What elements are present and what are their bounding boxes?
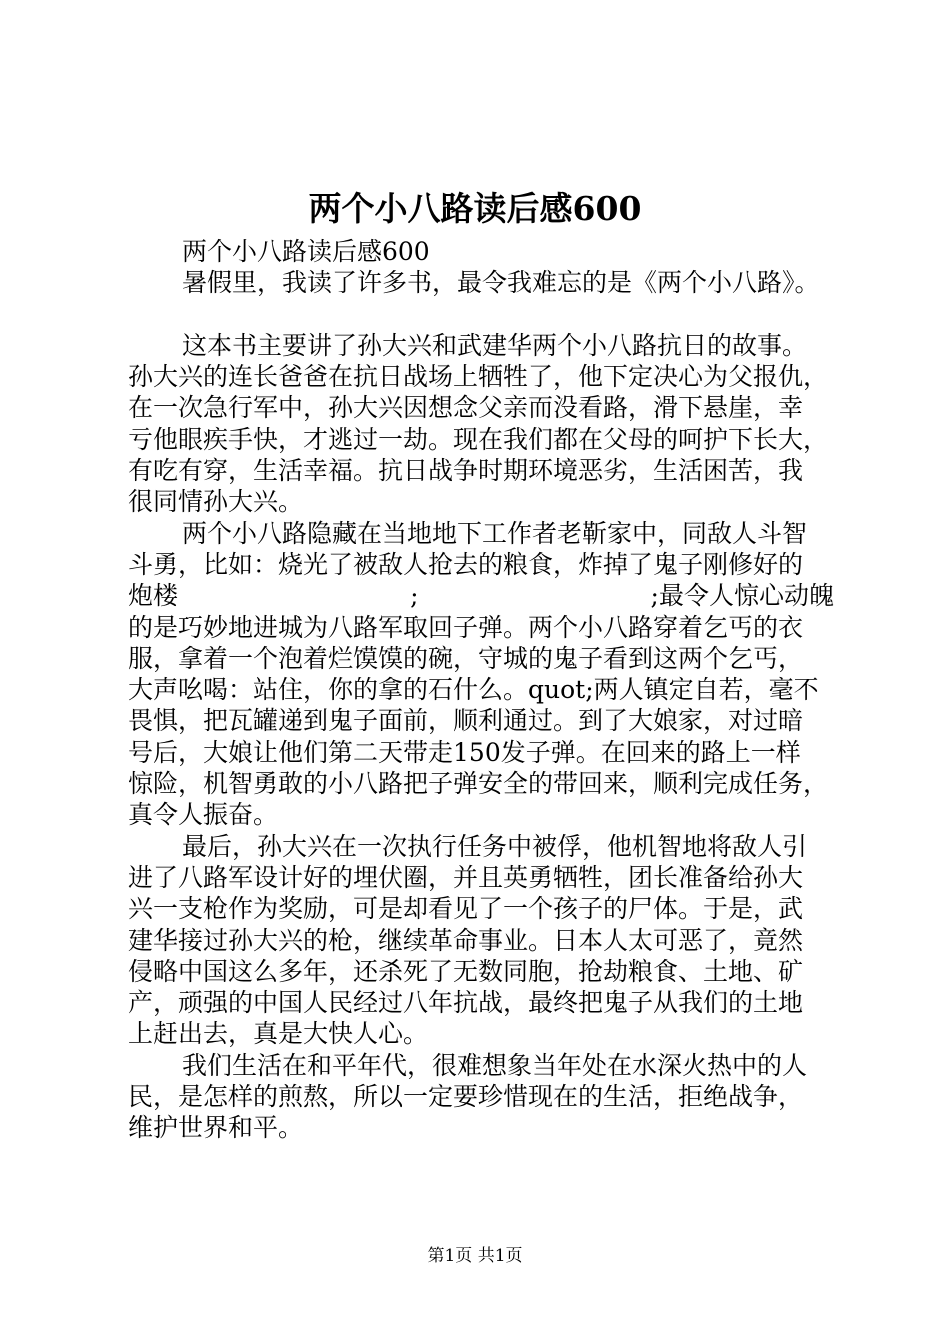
paragraph-2-line-5: 有吃有穿，生活幸福。抗日战争时期环境恶劣，生活困苦，我 [128,456,804,486]
paragraph-4-line-3: 兴一支枪作为奖励，可是却看见了一个孩子的尸体。于是，武 [128,894,804,924]
paragraph-4-line-7: 上赶出去，真是大快人心。 [128,1019,429,1049]
paragraph-4-line-4: 建华接过孙大兴的枪，继续革命事业。日本人太可恶了，竟然 [128,925,804,955]
paragraph-3-split-line [128,580,834,611]
split-line-part-3: ;最令人惊心动魄 [650,581,834,611]
paragraph-2-line-1: 这本书主要讲了孙大兴和武建华两个小八路抗日的故事。 [182,330,808,360]
paragraph-3-line-2: 斗勇，比如：烧光了被敌人抢去的粮食，炸掉了鬼子刚修好的 [128,549,804,579]
paragraph-5-line-3: 维护世界和平。 [128,1113,304,1143]
paragraph-1-line-1: 暑假里，我读了许多书，最令我难忘的是《两个小八路》。 [182,268,820,298]
paragraph-3-line-8: 号后，大娘让他们第二天带走150发子弹。在回来的路上一样 [128,737,801,767]
paragraph-5-line-2: 民，是怎样的煎熬，所以一定要珍惜现在的生活，拒绝战争， [128,1082,804,1112]
paragraph-3-line-4: 的是巧妙地进城为八路军取回子弹。两个小八路穿着乞丐的衣 [128,612,804,642]
paragraph-4-line-6: 产，顽强的中国人民经过八年抗战，最终把鬼子从我们的土地 [128,988,804,1018]
paragraph-4-line-5: 侵略中国这么多年，还杀死了无数同胞，抢劫粮食、土地、矿 [128,956,804,986]
paragraph-4-line-1: 最后，孙大兴在一次执行任务中被俘，他机智地将敌人引 [182,831,808,861]
paragraph-5-line-1: 我们生活在和平年代，很难想象当年处在水深火热中的人 [182,1050,808,1080]
subtitle-line: 两个小八路读后感600 [182,237,430,266]
split-line-part-1: 炮楼 [128,581,179,611]
page-title: 两个小八路读后感600 [308,189,642,228]
paragraph-spacer [128,299,834,330]
paragraph-3-line-10: 真令人振奋。 [128,800,279,830]
paragraph-2-line-2: 孙大兴的连长爸爸在抗日战场上牺牲了，他下定决心为父报仇， [128,362,829,392]
paragraph-3-line-5: 服，拿着一个泡着烂馍馍的碗，守城的鬼子看到这两个乞丐， [128,643,804,673]
paragraph-3-line-1: 两个小八路隐藏在当地地下工作者老靳家中，同敌人斗智 [182,518,808,548]
paragraph-2-line-6: 很同情孙大兴。 [128,487,304,517]
split-line-part-2: ; [410,581,419,611]
paragraph-2-line-3: 在一次急行军中，孙大兴因想念父亲而没看路，滑下悬崖，幸 [128,393,804,423]
paragraph-4-line-2: 进了八路军设计好的埋伏圈，并且英勇牺牲，团长准备给孙大 [128,862,804,892]
paragraph-2-line-4: 亏他眼疾手快，才逃过一劫。现在我们都在父母的呵护下长大， [128,424,829,454]
page-footer: 第1页 共1页 [427,1246,523,1266]
document-body [128,236,834,1144]
paragraph-3-line-6: 大声吆喝：站住，你的拿的石什么。quot;两人镇定自若，毫不 [128,675,819,705]
paragraph-3-line-7: 畏惧，把瓦罐递到鬼子面前，顺利通过。到了大娘家，对过暗 [128,706,804,736]
paragraph-3-line-9: 惊险，机智勇敢的小八路把子弹安全的带回来，顺利完成任务， [128,769,829,799]
